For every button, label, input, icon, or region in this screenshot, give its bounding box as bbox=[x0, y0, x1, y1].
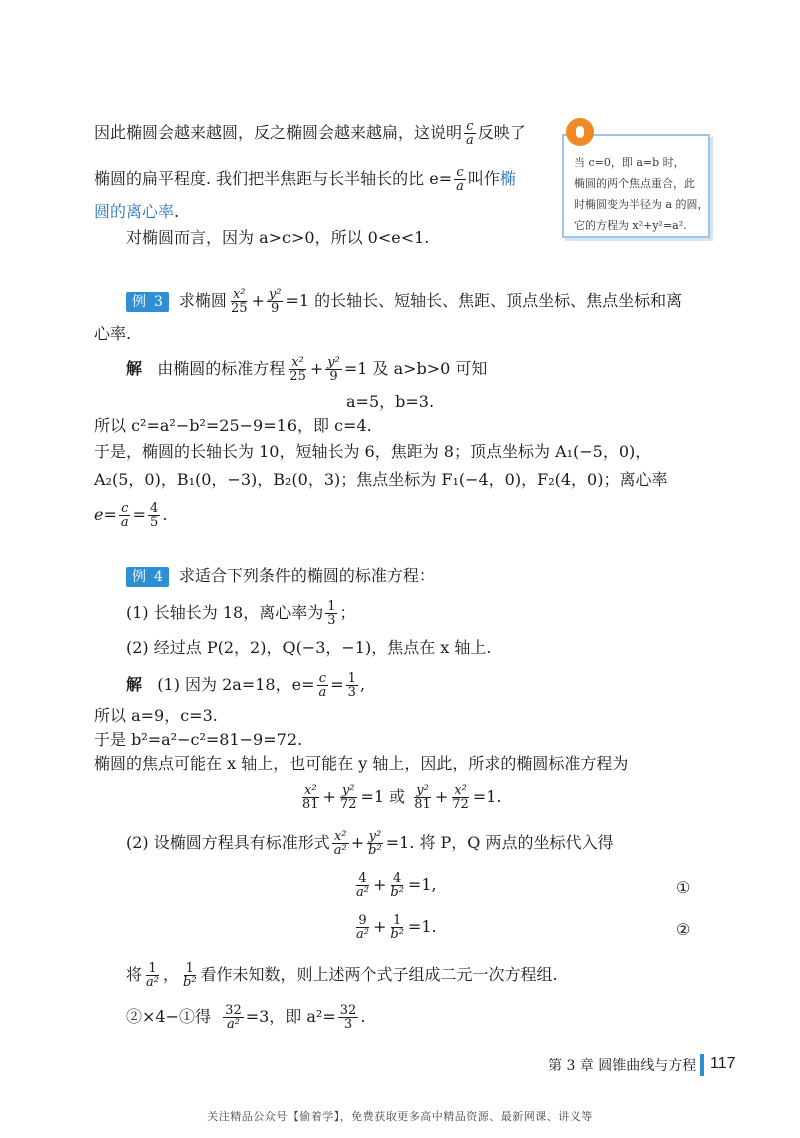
solution-4-line-6 bbox=[126, 962, 558, 989]
text: 由椭圆的标准方程 bbox=[157, 359, 286, 378]
frac-den: a² bbox=[356, 927, 369, 942]
frac-num: c bbox=[466, 119, 474, 134]
fraction bbox=[223, 1004, 244, 1031]
fraction bbox=[338, 784, 359, 811]
text: =1 及 a>b>0 可知 bbox=[343, 359, 488, 378]
text: e= bbox=[94, 505, 117, 524]
fraction bbox=[346, 672, 358, 699]
fraction-c-over-a bbox=[464, 120, 476, 147]
text: =1 或 bbox=[360, 787, 406, 806]
frac-num: 1 bbox=[393, 913, 402, 928]
text: =1. bbox=[472, 787, 502, 806]
frac-num: 32 bbox=[225, 1003, 242, 1018]
frac-den: 72 bbox=[339, 797, 357, 812]
fraction bbox=[316, 672, 328, 699]
text: 将 bbox=[126, 965, 143, 984]
frac-den: 3 bbox=[347, 685, 356, 700]
solution-3-line-6: e= $\frac{c}{a}$ = $\frac{4}{5}$ . bbox=[94, 501, 168, 530]
para-line-2 bbox=[94, 166, 516, 193]
fraction bbox=[181, 962, 199, 989]
frac-num: 9 bbox=[358, 913, 367, 928]
para-line-3 bbox=[94, 200, 179, 224]
frac-den: 81 bbox=[302, 797, 319, 812]
fraction bbox=[144, 962, 161, 989]
example-3-line-2: 心率. bbox=[94, 324, 132, 343]
frac-den: a bbox=[120, 515, 129, 530]
text: =1. bbox=[407, 917, 437, 936]
fraction bbox=[338, 1004, 359, 1031]
fraction bbox=[325, 356, 342, 383]
frac-num: 1 bbox=[185, 961, 194, 976]
solution-4-line-4: 椭圆的焦点可能在 x 轴上，也可能在 y 轴上，因此，所求的椭圆标准方程为 bbox=[94, 754, 629, 773]
page-number: 117 bbox=[710, 1055, 736, 1072]
equation-2-marker: ② bbox=[676, 920, 691, 939]
solution-3-line-1: 解 由椭圆的标准方程 $\frac{\text{x²}}{25}$ + $\frac{\text{y²}}{9}$ =1 及 a>b>0 可知 bbox=[126, 355, 488, 384]
frac-den: 81 bbox=[414, 797, 431, 812]
frac-den: a² bbox=[333, 843, 347, 858]
fraction bbox=[267, 288, 284, 315]
frac-num: y² bbox=[416, 783, 429, 798]
frac-num: 1 bbox=[347, 671, 356, 686]
fraction bbox=[450, 784, 471, 811]
fraction bbox=[332, 830, 349, 857]
text: =1 的长轴长、短轴长、焦距、顶点坐标、焦点坐标和离 bbox=[285, 291, 683, 310]
example-3-tag bbox=[126, 292, 169, 312]
keyword-eccentricity: 圆的离心率 bbox=[94, 202, 175, 221]
example-4-condition-1 bbox=[126, 600, 356, 627]
frac-num: x² bbox=[333, 829, 347, 844]
fraction bbox=[388, 872, 406, 899]
text: . bbox=[174, 202, 180, 221]
text: 求椭圆 bbox=[178, 291, 227, 310]
sidebar-line: 当 c=0，即 a=b 时， bbox=[574, 156, 685, 169]
frac-den: b² bbox=[390, 927, 404, 942]
solution-3-line-3: 所以 c²=a²−b²=25−9=16，即 c=4. bbox=[94, 416, 372, 435]
text: 看作未知数，则上述两个式子组成二元一次方程组. bbox=[200, 965, 558, 984]
frac-num: c bbox=[456, 165, 464, 180]
frac-den: a bbox=[466, 133, 474, 148]
fraction bbox=[325, 600, 337, 627]
text: . bbox=[360, 1007, 366, 1026]
frac-num: 4 bbox=[393, 871, 402, 886]
chapter-title: 第 3 章 圆锥曲线与方程 bbox=[548, 1058, 697, 1074]
fraction bbox=[148, 502, 160, 529]
frac-den: a² bbox=[356, 885, 369, 900]
fraction-c-over-a bbox=[454, 166, 466, 193]
text: . bbox=[162, 505, 168, 524]
text: ； bbox=[339, 603, 356, 622]
solution-label: 解 bbox=[126, 675, 143, 694]
frac-num: 1 bbox=[327, 599, 336, 614]
equation-1-marker: ① bbox=[676, 878, 691, 897]
frac-den: 25 bbox=[289, 369, 306, 384]
frac-num: x² bbox=[304, 783, 317, 798]
frac-den: 25 bbox=[230, 301, 248, 316]
text: ②×4−①得 bbox=[126, 1007, 211, 1026]
solution-4-line-2: 所以 a=9，c=3. bbox=[94, 706, 218, 725]
frac-den: b² bbox=[368, 843, 382, 858]
fraction bbox=[354, 872, 371, 899]
text: 求适合下列条件的椭圆的标准方程： bbox=[178, 566, 435, 585]
frac-num: 1 bbox=[148, 961, 157, 976]
solution-label: 解 bbox=[126, 359, 143, 378]
frac-den: a bbox=[318, 685, 327, 700]
frac-num: c bbox=[121, 501, 129, 516]
fraction bbox=[412, 784, 433, 811]
frac-num: 4 bbox=[358, 871, 367, 886]
text: 因此椭圆会越来越圆，反之椭圆会越来越扁，这说明 bbox=[94, 123, 463, 142]
tag-label: 例 bbox=[132, 294, 146, 310]
tag-number: 4 bbox=[154, 569, 163, 585]
frac-den: a² bbox=[146, 975, 159, 990]
frac-num: 4 bbox=[150, 501, 159, 516]
text: 叫作 bbox=[467, 169, 500, 188]
text: 椭圆的扁平程度. 我们把半焦距与长半轴长的比 e= bbox=[94, 169, 453, 188]
text: (1) 因为 2a=18，e= bbox=[157, 675, 315, 694]
frac-den: 72 bbox=[452, 797, 469, 812]
equation-2: $\frac{9}{\text{a²}}$ + $\frac{1}{\text{b²}}$ =1. bbox=[356, 913, 437, 942]
solution-4-line-3: 于是 b²=a²−c²=81−9=72. bbox=[94, 730, 303, 749]
frac-num: x² bbox=[454, 783, 467, 798]
sidebar-line: 它的方程为 x²+y²=a². bbox=[574, 219, 687, 232]
fraction bbox=[300, 784, 321, 811]
text: 反映了 bbox=[477, 123, 526, 142]
promo-footer: 关注精品公众号【偷着学】，免费获取更多高中精品资源、最新网课、讲义等 bbox=[207, 1110, 593, 1123]
sidebar-note bbox=[562, 134, 710, 238]
sidebar-line: 时椭圆变为半径为 a 的圆， bbox=[574, 198, 709, 211]
frac-den: b² bbox=[390, 885, 404, 900]
frac-num: c bbox=[318, 671, 326, 686]
page-number-bar bbox=[700, 1054, 704, 1076]
text: (1) 长轴长为 18，离心率为 bbox=[126, 603, 324, 622]
solution-3-line-2: a=5，b=3. bbox=[346, 392, 435, 411]
sidebar-line: 椭圆的两个焦点重合，此 bbox=[574, 177, 695, 190]
tag-number: 3 bbox=[154, 294, 163, 310]
fraction bbox=[229, 288, 250, 315]
frac-num: y² bbox=[268, 287, 282, 302]
text: (2) 设椭圆方程具有标准形式 bbox=[126, 833, 330, 852]
example-4-tag bbox=[126, 567, 169, 587]
equation-1: $\frac{4}{\text{a²}}$ + $\frac{4}{\text{b²}}$ =1, bbox=[356, 871, 437, 900]
lightbulb-icon bbox=[566, 118, 594, 146]
example-3-heading: 例 3 求椭圆 $\frac{\text{x²}}{25}$ + $\frac{\text{y²}}{9}$ =1 的长轴长、短轴长、焦距、顶点坐标、焦点坐标和离 bbox=[126, 288, 682, 315]
frac-den: 9 bbox=[329, 369, 338, 384]
fraction bbox=[366, 830, 384, 857]
solution-4-line-5: (2) 设椭圆方程具有标准形式 $\frac{\text{x²}}{\text{a²}}$ + $\frac{\text{y²}}{\text{b²}}$ =1. 将 P，Q 两点的坐标代入得 bbox=[126, 829, 614, 858]
text: =3，即 a²= bbox=[245, 1007, 336, 1026]
solution-4-line-7 bbox=[126, 1004, 365, 1031]
fraction bbox=[287, 356, 308, 383]
frac-num: y² bbox=[368, 829, 382, 844]
keyword: 椭 bbox=[499, 169, 516, 188]
text: , bbox=[359, 675, 366, 694]
para-line-4: 对椭圆而言，因为 a>c>0，所以 0<e<1. bbox=[126, 228, 430, 247]
frac-den: 3 bbox=[327, 613, 336, 628]
frac-num: 32 bbox=[339, 1003, 357, 1018]
para-line-1 bbox=[94, 120, 526, 147]
fraction bbox=[388, 914, 406, 941]
tag-label: 例 bbox=[132, 569, 146, 585]
solution-3-line-5: A₂(5，0)，B₁(0，−3)，B₂(0，3)；焦点坐标为 F₁(−4，0)，F₂(4，0)；离心率 bbox=[94, 470, 668, 489]
frac-num: x² bbox=[232, 287, 246, 302]
fraction bbox=[119, 502, 131, 529]
frac-den: 9 bbox=[271, 301, 280, 316]
frac-den: a bbox=[456, 179, 464, 194]
fraction bbox=[354, 914, 371, 941]
frac-den: b² bbox=[183, 975, 197, 990]
solution-4-equation-result: $\frac{\text{x²}}{81}$ + $\frac{\text{y²}}{72}$ =1 或 $\frac{\text{y²}}{81}$ + $\frac{\text{x²}}{72}$ =1. bbox=[302, 783, 502, 812]
frac-den: 5 bbox=[150, 515, 159, 530]
solution-4-line-1: 解 (1) 因为 2a=18，e= $\frac{c}{a}$ = $\frac{1}{3}$ , bbox=[126, 671, 366, 700]
text: =1, bbox=[407, 875, 437, 894]
frac-num: x² bbox=[291, 355, 304, 370]
example-4-condition-2: (2) 经过点 P(2，2)，Q(−3，−1)，焦点在 x 轴上. bbox=[126, 638, 492, 657]
frac-num: y² bbox=[341, 783, 355, 798]
text: ， bbox=[162, 965, 179, 984]
frac-num: y² bbox=[327, 355, 340, 370]
text: =1. 将 P，Q 两点的坐标代入得 bbox=[385, 833, 614, 852]
example-4-heading bbox=[126, 564, 435, 588]
frac-den: a² bbox=[226, 1017, 240, 1032]
solution-3-line-4: 于是，椭圆的长轴长为 10，短轴长为 6，焦距为 8；顶点坐标为 A₁(−5，0)， bbox=[94, 442, 652, 461]
frac-den: 3 bbox=[343, 1017, 353, 1032]
